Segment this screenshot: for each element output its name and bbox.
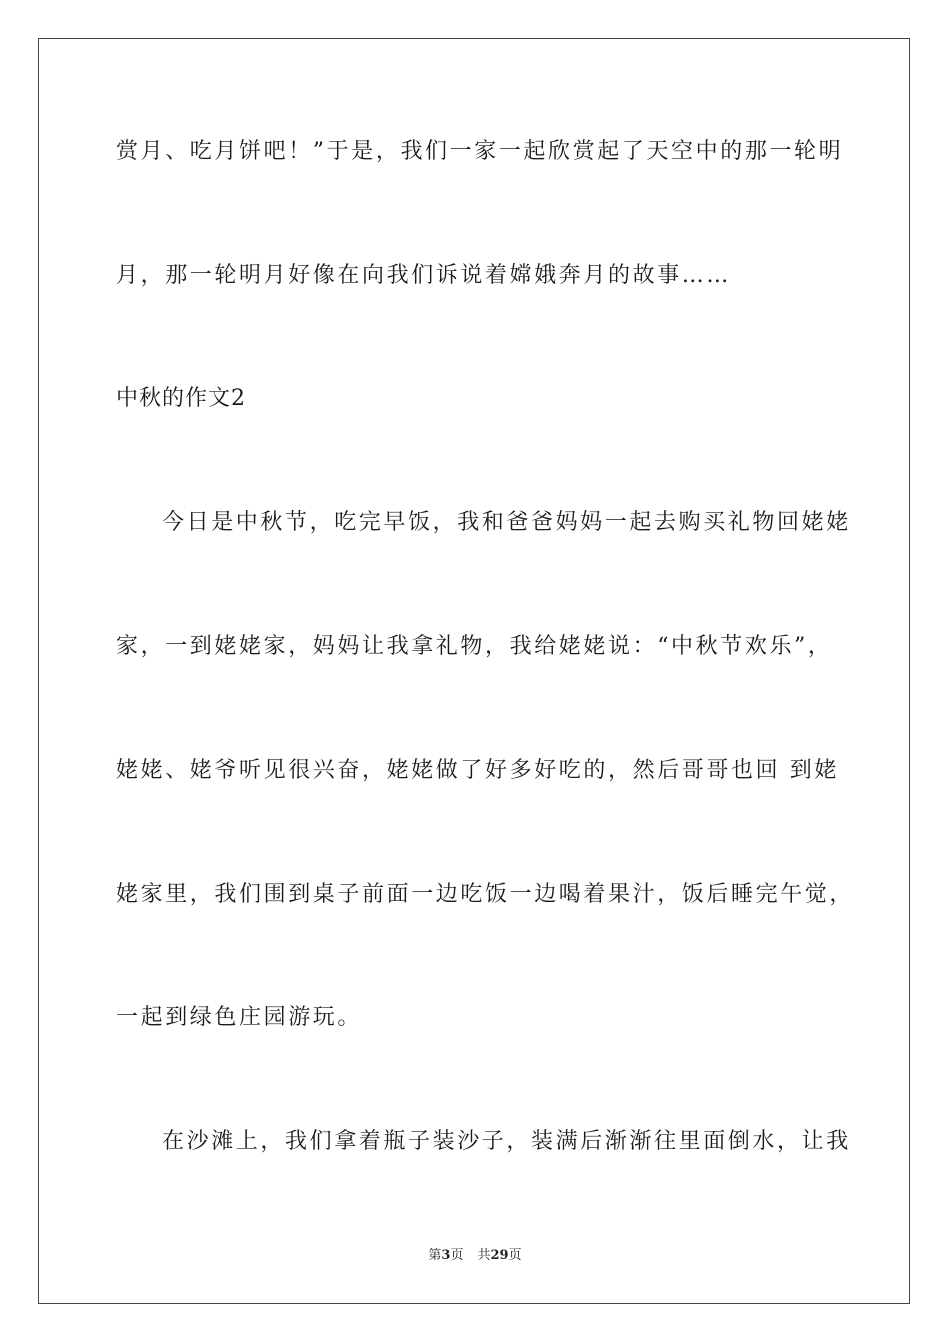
paragraph-1-line-1: 今日是中秋节，吃完早饭，我和爸爸妈妈一起去购买礼物回姥姥: [162, 510, 851, 535]
text-line-2: 月，那一轮明月好像在向我们诉说着嫦娥奔月的故事……: [116, 263, 732, 288]
page-footer: [0, 1248, 950, 1264]
page-border: [38, 38, 910, 1304]
page-label-prefix: 第: [428, 1248, 442, 1263]
total-label-suffix: 页: [508, 1248, 522, 1263]
page-number: 3: [441, 1248, 451, 1263]
paragraph-2-line-1: 在沙滩上，我们拿着瓶子装沙子，装满后渐渐往里面倒水，让我: [162, 1129, 851, 1154]
paragraph-1-line-2: 家，一到姥姥家，妈妈让我拿礼物，我给姥姥说：“中秋节欢乐”，: [116, 634, 833, 659]
total-label-prefix: 共: [477, 1248, 491, 1263]
page-label-suffix: 页: [450, 1248, 464, 1263]
section-heading: 中秋的作文2: [116, 386, 246, 411]
total-pages: 29: [490, 1248, 509, 1263]
paragraph-1-line-5: 一起到绿色庄园游玩。: [116, 1005, 363, 1030]
paragraph-1-line-4: 姥家里，我们围到桌子前面一边吃饭一边喝着果汁，饭后睡完午觉，: [116, 882, 855, 907]
text-line-1: 赏月、吃月饼吧！”于是，我们一家一起欣赏起了天空中的那一轮明: [116, 139, 844, 164]
paragraph-1-line-3: 姥姥、姥爷听见很兴奋，姥姥做了好多好吃的，然后哥哥也回 到姥: [116, 758, 839, 783]
